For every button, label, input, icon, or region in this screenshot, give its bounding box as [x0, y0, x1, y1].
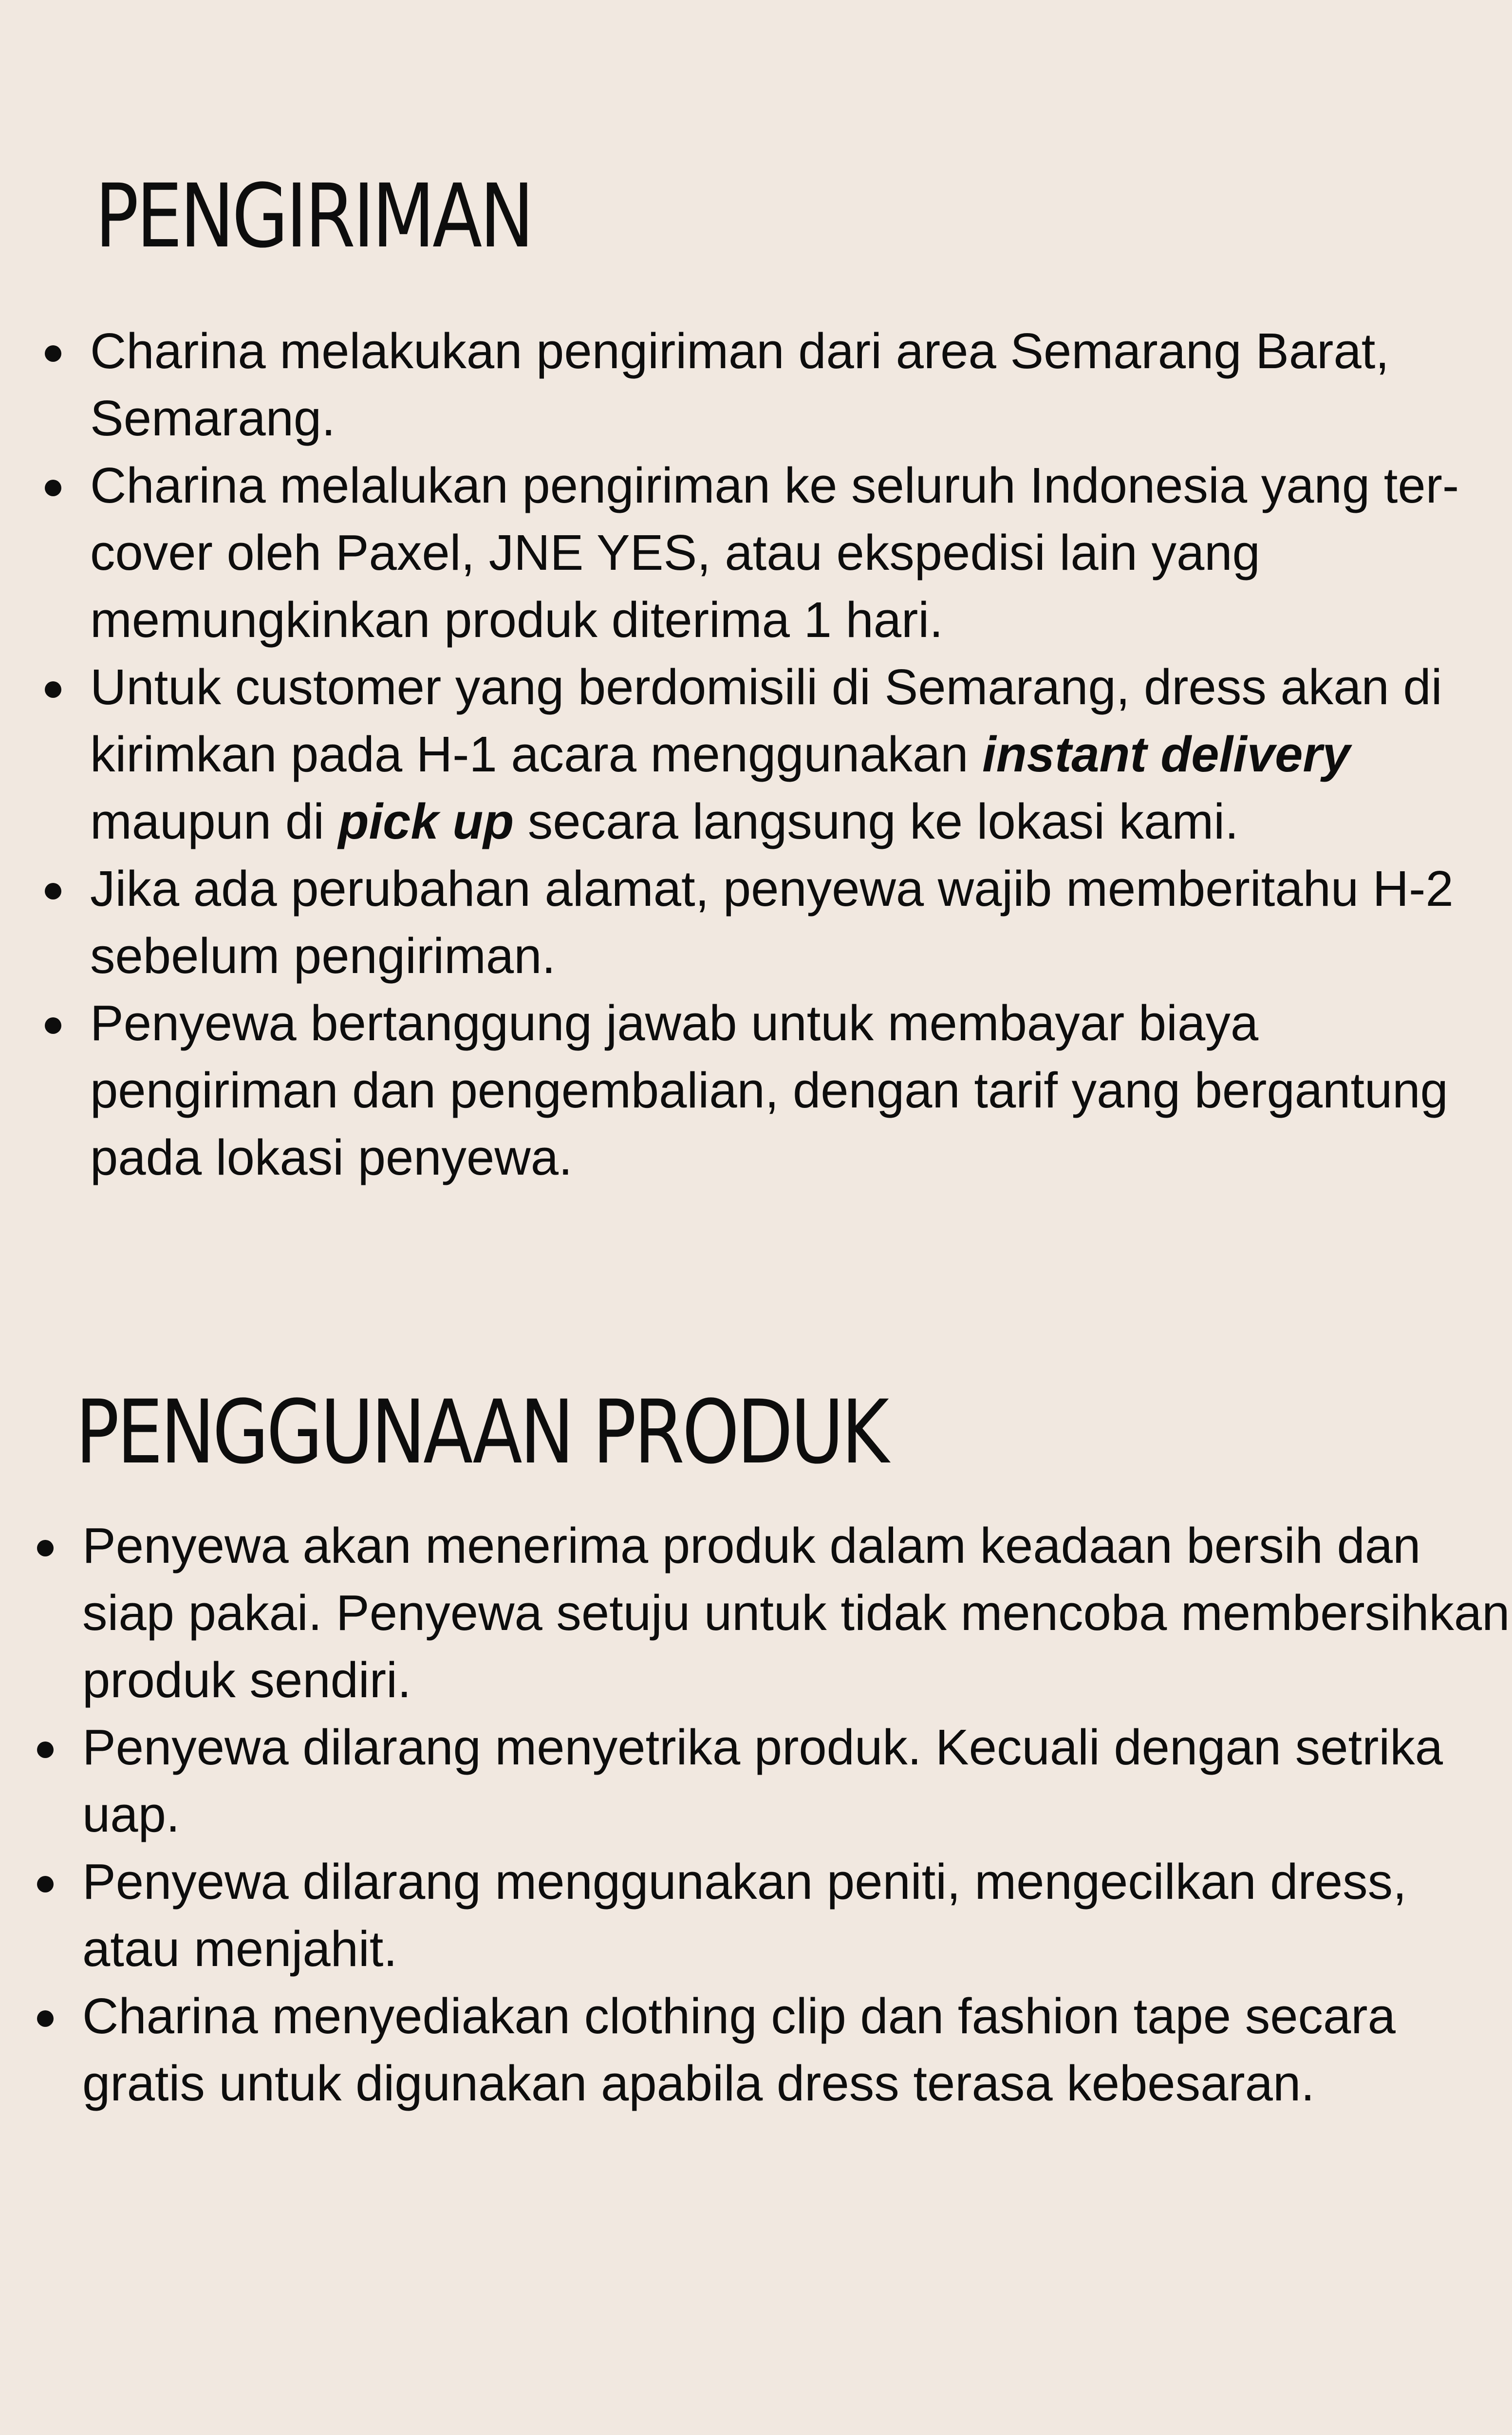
list-item	[38, 452, 1509, 654]
list-item-text: Penyewa akan menerima produk dalam keadaan bersih dan siap pakai. Penyewa setuju untuk tidak mencoba membersihkan produk sendiri.	[82, 1517, 1510, 1708]
product-usage-rules-list	[30, 1512, 1511, 2117]
list-item	[38, 654, 1509, 855]
section-title-penggunaan-produk: PENGGUNAAN PRODUK	[75, 1382, 887, 1483]
list-item	[38, 990, 1509, 1191]
section-title-pengiriman: PENGIRIMAN	[95, 166, 532, 267]
list-item-text-part: maupun di	[90, 793, 338, 849]
list-item	[30, 1848, 1511, 1983]
list-item-text: Penyewa dilarang menggunakan peniti, mengecilkan dress, atau menjahit.	[82, 1854, 1407, 1977]
emphasis-instant-delivery: instant delivery	[982, 726, 1350, 782]
list-item-text-part: secara langsung ke lokasi kami.	[514, 793, 1239, 849]
list-item	[30, 1714, 1511, 1848]
list-item	[30, 1512, 1511, 1714]
list-item-text: Jika ada perubahan alamat, penyewa wajib memberitahu H-2 sebelum pengiriman.	[90, 861, 1454, 984]
emphasis-pick-up: pick up	[338, 793, 514, 849]
list-item	[30, 1983, 1511, 2117]
list-item-text: Charina menyediakan clothing clip dan fashion tape secara gratis untuk digunakan apabila dress terasa kebesaran.	[82, 1988, 1396, 2111]
list-item	[38, 855, 1509, 990]
list-item-text: Charina melalukan pengiriman ke seluruh Indonesia yang ter-cover oleh Paxel, JNE YES, atau ekspedisi lain yang memungkinkan produk diterima 1 hari.	[90, 457, 1459, 648]
list-item-text: Charina melakukan pengiriman dari area Semarang Barat, Semarang.	[90, 323, 1389, 446]
shipping-rules-list	[38, 318, 1509, 1191]
list-item-text-part: Untuk customer yang berdomisili di Semarang, dress akan di kirimkan pada H-1 acara menggunakan	[90, 659, 1442, 782]
list-item	[38, 318, 1509, 452]
list-item-text: Penyewa bertanggung jawab untuk membayar biaya pengiriman dan pengembalian, dengan tarif yang bergantung pada lokasi penyewa.	[90, 995, 1448, 1185]
list-item-text: Penyewa dilarang menyetrika produk. Kecuali dengan setrika uap.	[82, 1719, 1443, 1842]
